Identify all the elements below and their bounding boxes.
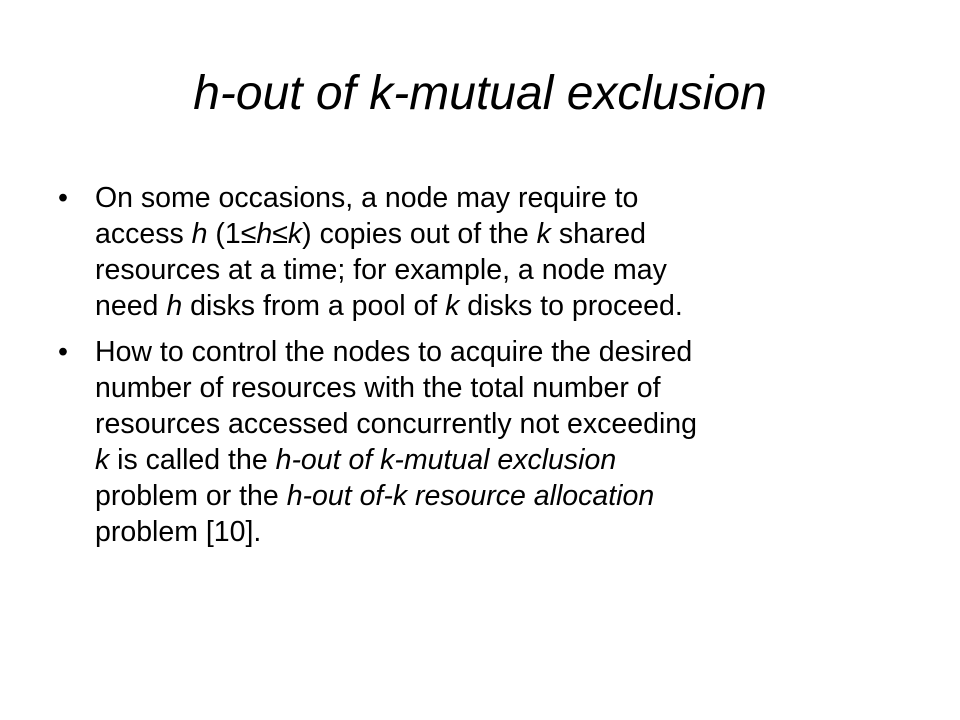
bullet-line [95, 334, 898, 370]
italic-text: k [536, 218, 551, 250]
slide-title: h-out of k-mutual exclusion [193, 67, 767, 120]
italic-text: k [95, 444, 110, 476]
italic-text: k [287, 218, 303, 250]
text-run: How to control the nodes to acquire the desired [95, 336, 693, 368]
text-run: problem or the [95, 480, 287, 512]
text-run: ) copies out of the [302, 218, 537, 250]
bullet-item [58, 334, 898, 550]
bullet-line [95, 514, 898, 550]
bullet-line [95, 478, 898, 514]
text-run: ≤ [272, 218, 288, 250]
text-run: disks to proceed. [459, 290, 683, 322]
text-run: number of resources with the total number of [95, 372, 661, 404]
text-run: (1 [207, 218, 241, 250]
bullet-line [95, 180, 898, 216]
text-run: On some occasions, a node may require to [95, 182, 639, 214]
text-run: access [95, 218, 192, 250]
bullet-marker: • [58, 336, 68, 368]
text-run: ≤ [240, 218, 257, 250]
bullet-marker: • [58, 182, 68, 214]
italic-text: h-out of k-mutual exclusion [275, 444, 617, 476]
bullet-list [58, 180, 898, 560]
text-run: problem [10]. [95, 516, 262, 548]
bullet-line [95, 288, 898, 324]
text-run: resources accessed concurrently not exceeding [95, 408, 697, 440]
bullet-line [95, 442, 898, 478]
italic-text: h [191, 218, 208, 250]
text-run: need [95, 290, 167, 322]
bullet-line [95, 216, 898, 252]
bullet-line [95, 406, 898, 442]
text-run: is called the [109, 444, 276, 476]
text-run: disks from a pool of [182, 290, 446, 322]
italic-text: k [445, 290, 460, 322]
italic-text: h [166, 290, 183, 322]
text-run: resources at a time; for example, a node may [95, 254, 667, 286]
text-run: shared [550, 218, 646, 250]
bullet-line [95, 370, 898, 406]
italic-text: h-out of-k resource allocation [286, 480, 655, 512]
bullet-line [95, 252, 898, 288]
bullet-item [58, 180, 898, 324]
italic-text: h [256, 218, 273, 250]
